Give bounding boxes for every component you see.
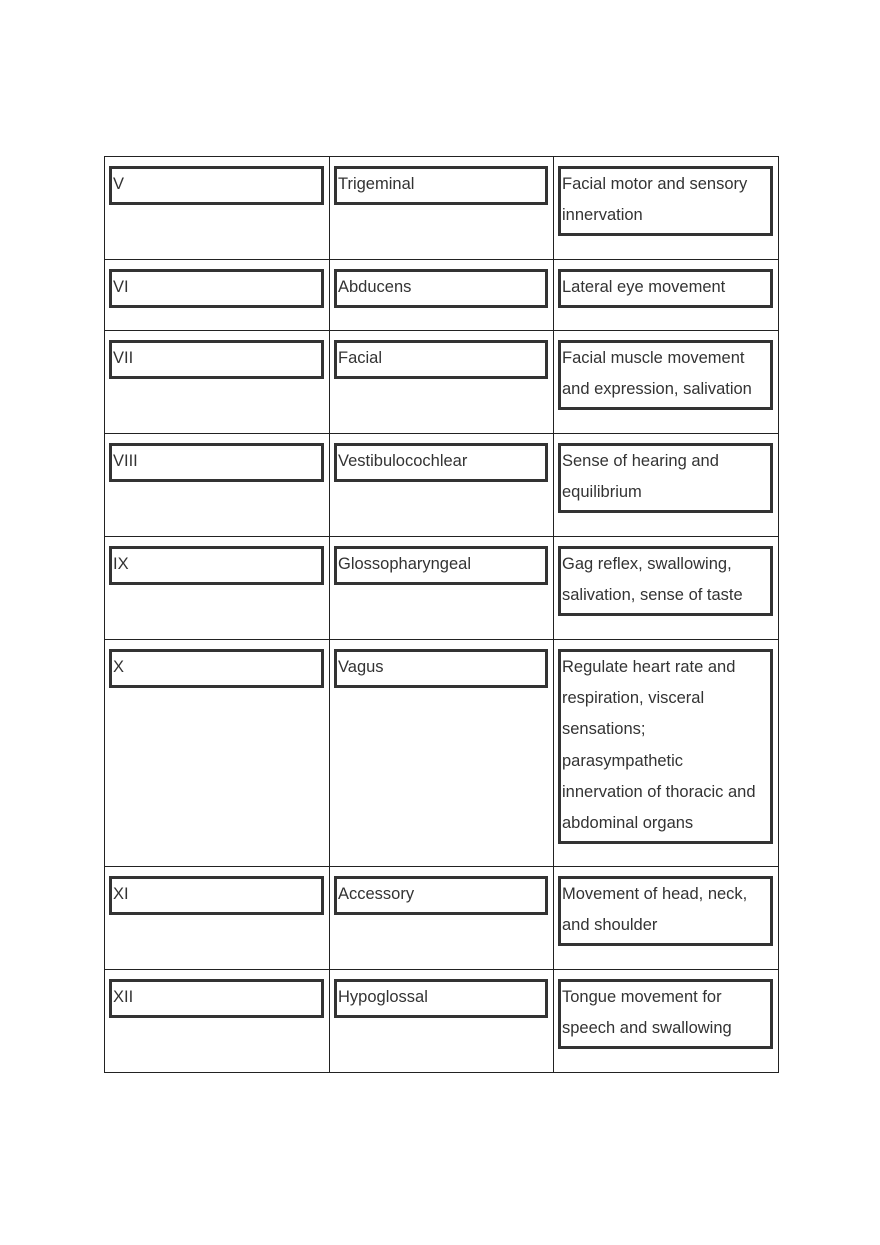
nerve-name-text: Facial: [334, 340, 548, 379]
function-cell: [554, 434, 779, 537]
function-cell: [554, 970, 779, 1073]
function-cell: [554, 640, 779, 867]
numeral-cell: [105, 157, 330, 260]
numeral-cell: [105, 970, 330, 1073]
nerve-name-text: Hypoglossal: [334, 979, 548, 1018]
function-text: Regulate heart rate and respiration, visceral sensations; parasympathetic innervation of thoracic and abdominal organs: [558, 649, 773, 844]
numeral-cell: [105, 331, 330, 434]
numeral-text: IX: [109, 546, 324, 585]
function-text: Sense of hearing and equilibrium: [558, 443, 773, 513]
function-cell: [554, 537, 779, 640]
nerve-name-text: Vagus: [334, 649, 548, 688]
numeral-text: XII: [109, 979, 324, 1018]
nerve-name-cell: [330, 970, 554, 1073]
nerve-name-cell: [330, 434, 554, 537]
nerve-name-text: Vestibulocochlear: [334, 443, 548, 482]
function-cell: [554, 260, 779, 331]
function-text: Facial motor and sensory innervation: [558, 166, 773, 236]
function-text: Tongue movement for speech and swallowing: [558, 979, 773, 1049]
nerve-name-cell: [330, 640, 554, 867]
nerve-name-cell: [330, 867, 554, 970]
nerve-name-text: Glossopharyngeal: [334, 546, 548, 585]
nerve-name-text: Trigeminal: [334, 166, 548, 205]
nerve-name-text: Accessory: [334, 876, 548, 915]
table-row: [105, 537, 779, 640]
table-row: [105, 260, 779, 331]
numeral-cell: [105, 537, 330, 640]
function-text: Movement of head, neck, and shoulder: [558, 876, 773, 946]
table-row: [105, 157, 779, 260]
numeral-text: VI: [109, 269, 324, 308]
numeral-cell: [105, 640, 330, 867]
table-row: [105, 970, 779, 1073]
function-text: Gag reflex, swallowing, salivation, sense of taste: [558, 546, 773, 616]
numeral-cell: [105, 434, 330, 537]
nerve-name-cell: [330, 157, 554, 260]
function-cell: [554, 331, 779, 434]
numeral-cell: [105, 867, 330, 970]
table-row: [105, 331, 779, 434]
numeral-cell: [105, 260, 330, 331]
nerve-name-cell: [330, 260, 554, 331]
function-text: Lateral eye movement: [558, 269, 773, 308]
function-text: Facial muscle movement and expression, salivation: [558, 340, 773, 410]
cranial-nerves-table: [104, 156, 779, 1073]
table-row: [105, 640, 779, 867]
numeral-text: X: [109, 649, 324, 688]
numeral-text: XI: [109, 876, 324, 915]
function-cell: [554, 157, 779, 260]
nerve-name-cell: [330, 537, 554, 640]
numeral-text: V: [109, 166, 324, 205]
nerve-name-cell: [330, 331, 554, 434]
function-cell: [554, 867, 779, 970]
table-row: [105, 867, 779, 970]
nerve-name-text: Abducens: [334, 269, 548, 308]
table-row: [105, 434, 779, 537]
numeral-text: VII: [109, 340, 324, 379]
numeral-text: VIII: [109, 443, 324, 482]
